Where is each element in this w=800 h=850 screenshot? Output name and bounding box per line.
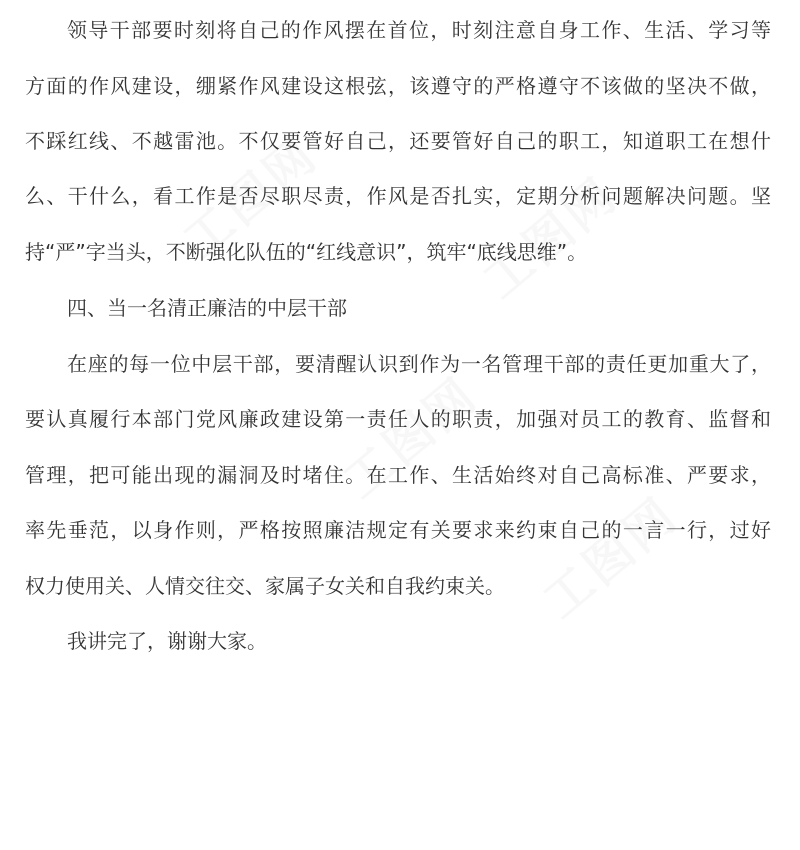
closing-line: 我讲完了，谢谢大家。 <box>67 629 267 653</box>
watermark-2: 工图网 <box>473 166 629 310</box>
watermark-3: 工图网 <box>333 366 489 510</box>
paragraph-1-line-5: 持“严”字当头，不断强化队伍的“红线意识”，筑牢“底线思维”。 <box>25 240 588 264</box>
watermark-4: 工图网 <box>533 486 689 630</box>
watermark-1: 工图网 <box>173 126 329 270</box>
paragraph-2-line-1: 在座的每一位中层干部，要清醒认识到作为一名管理干部的责任更加重大了， <box>67 352 771 376</box>
paragraph-1-line-3: 不踩红线、不越雷池。不仅要管好自己，还要管好自己的职工，知道职工在想什 <box>25 129 771 153</box>
paragraph-1-line-1: 领导干部要时刻将自己的作风摆在首位，时刻注意自身工作、生活、学习等 <box>67 18 771 42</box>
paragraph-1-line-2: 方面的作风建设，绷紧作风建设这根弦，该遵守的严格遵守不该做的坚决不做， <box>25 74 771 98</box>
paragraph-1-line-4: 么、干什么，看工作是否尽职尽责，作风是否扎实，定期分析问题解决问题。坚 <box>25 184 771 208</box>
paragraph-2-line-3: 管理，把可能出现的漏洞及时堵住。在工作、生活始终对自己高标准、严要求， <box>25 463 771 487</box>
paragraph-2-line-4: 率先垂范，以身作则，严格按照廉洁规定有关要求来约束自己的一言一行，过好 <box>25 518 771 542</box>
paragraph-2-line-2: 要认真履行本部门党风廉政建设第一责任人的职责，加强对员工的教育、监督和 <box>25 407 771 431</box>
paragraph-2-line-5: 权力使用关、人情交往交、家属子女关和自我约束关。 <box>25 574 505 598</box>
section-heading: 四、当一名清正廉洁的中层干部 <box>67 296 347 320</box>
